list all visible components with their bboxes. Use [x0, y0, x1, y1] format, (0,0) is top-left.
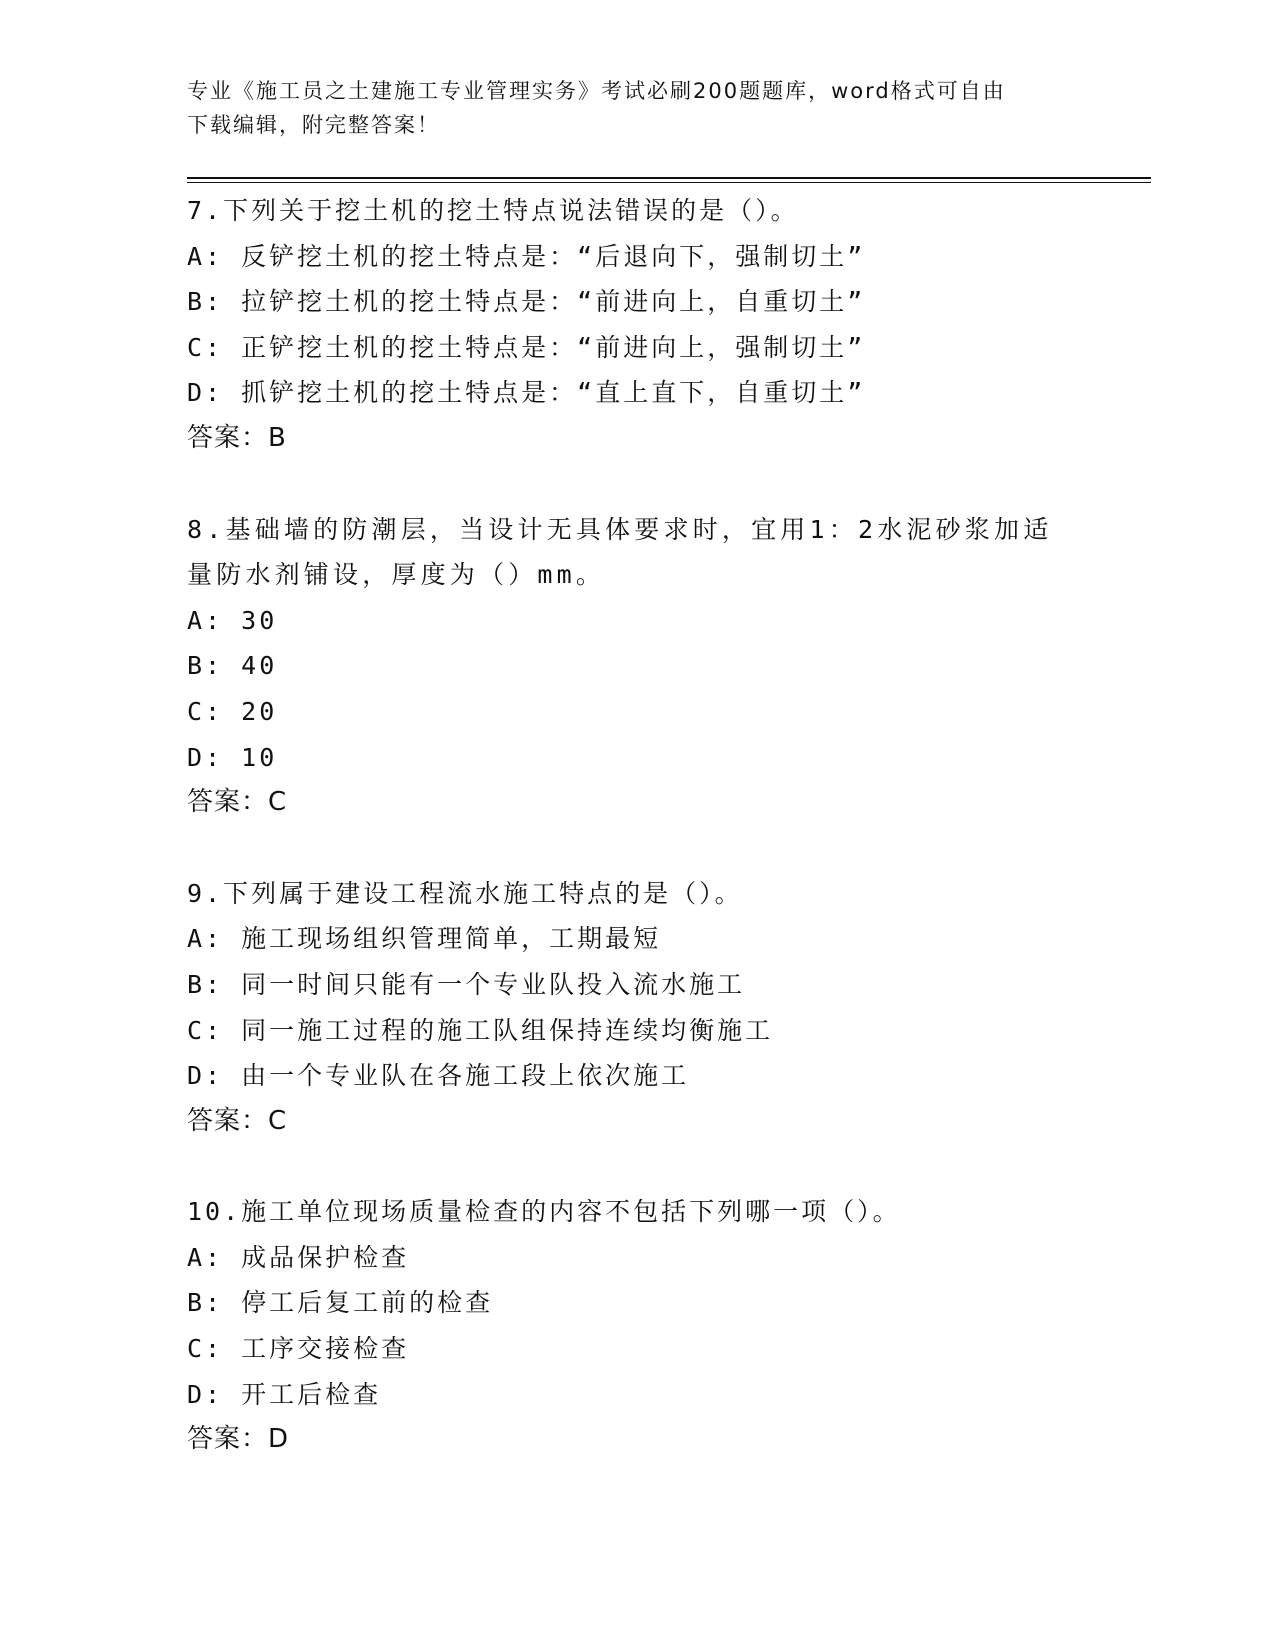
- document-header: [187, 74, 1087, 142]
- answer-label: 答案：C: [187, 1105, 288, 1136]
- answer-label: 答案：C: [187, 787, 288, 818]
- option-c: C: 同一施工过程的施工队组保持连续均衡施工: [187, 1015, 774, 1045]
- header-line-2: 下载编辑，附完整答案！: [187, 113, 440, 137]
- question-7: [187, 188, 1087, 462]
- option-a: A: 反铲挖土机的挖土特点是：“后退向下，强制切土”: [187, 241, 866, 271]
- option-b: B: 拉铲挖土机的挖土特点是：“前进向上，自重切土”: [187, 287, 866, 317]
- option-d: D: 开工后检查: [187, 1379, 382, 1409]
- option-b: B: 停工后复工前的检查: [187, 1288, 494, 1318]
- question-8: [187, 507, 1087, 826]
- option-c: C: 工序交接检查: [187, 1334, 410, 1364]
- option-b: B: 40: [187, 651, 278, 681]
- option-d: D: 抓铲挖土机的挖土特点是：“直上直下，自重切土”: [187, 378, 866, 408]
- header-line-1: 专业《施工员之土建施工专业管理实务》考试必刷200题题库，word格式可自由: [187, 79, 1006, 103]
- header-divider-thin: [187, 182, 1151, 183]
- option-a: A: 30: [187, 605, 278, 635]
- option-d: D: 10: [187, 742, 278, 772]
- option-a: A: 施工现场组织管理简单，工期最短: [187, 924, 662, 954]
- question-stem: 8.基础墙的防潮层，当设计无具体要求时，宜用1：2水泥砂浆加适量防水剂铺设，厚度为（）mm。: [187, 514, 1053, 590]
- header-divider-thick: [187, 177, 1151, 179]
- question-stem: 7.下列关于挖土机的挖土特点说法错误的是（）。: [187, 196, 799, 225]
- question-9: [187, 871, 1087, 1145]
- option-d: D: 由一个专业队在各施工段上依次施工: [187, 1061, 690, 1091]
- option-b: B: 同一时间只能有一个专业队投入流水施工: [187, 969, 746, 999]
- question-10: [187, 1189, 1087, 1463]
- answer-label: 答案：D: [187, 1424, 290, 1455]
- option-a: A: 成品保护检查: [187, 1242, 410, 1272]
- question-list: [187, 188, 1087, 1508]
- answer-label: 答案：B: [187, 422, 287, 453]
- option-c: C: 20: [187, 696, 278, 726]
- question-stem: 9.下列属于建设工程流水施工特点的是（）。: [187, 878, 743, 908]
- question-stem: 10.施工单位现场质量检查的内容不包括下列哪一项（）。: [187, 1197, 901, 1227]
- option-c: C: 正铲挖土机的挖土特点是：“前进向上，强制切土”: [187, 332, 866, 362]
